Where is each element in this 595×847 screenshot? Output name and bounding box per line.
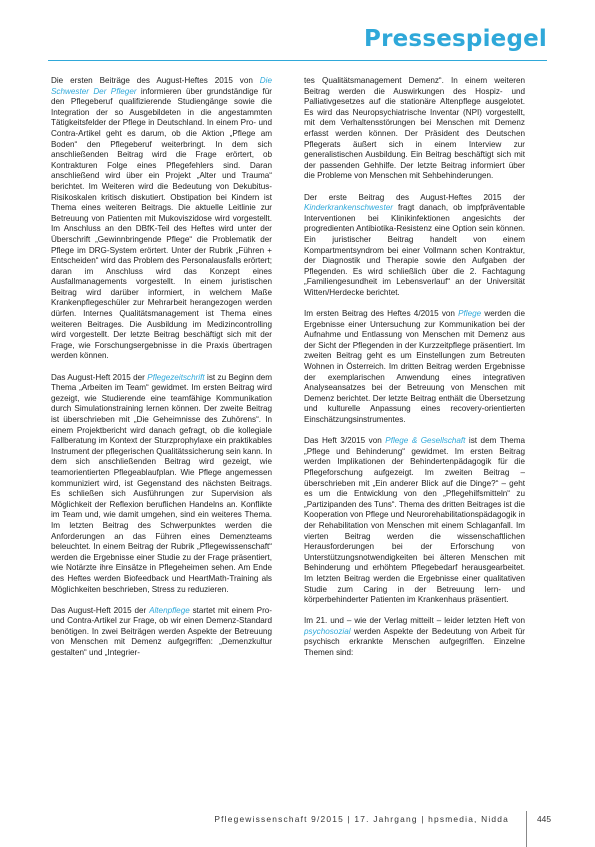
paragraph: Im 21. und – wie der Verlag mitteilt – leider letzten Heft von psychosozial werden Aspekte der Bedeutung von Arbeit für psychisch erkrankte Menschen aufgegriffen. Einzelne Themen sind: xyxy=(304,616,525,658)
header-rule xyxy=(48,60,547,61)
paragraph: Das August-Heft 2015 der Altenpflege startet mit einem Pro- und Contra-Artikel zur Frage, ob wir einen Demenz-Standard benötigen. In zwei Beiträgen werden Aspekte der Betreuung von Menschen mit Demenz aufgegriffen: „Demenzkultur gestalten“ und „Integrier- xyxy=(51,605,272,658)
paragraph: Der erste Beitrag des August-Heftes 2015 der Kinderkrankenschwester fragt danach, ob impfpräventable Interventionen bei Klinikinfektionen angesichts der progredienten Antibiotika-Resistenz eine Option sein können. Ein juristischer Beitrag handelt von einem Kompartmentsyndrom bei einer Vollmann schen Kontraktur, der Diagnostik und Therapie sowie den Aufgaben der Pflegenden. Es wird schließlich über die 2. Fachtagung „Familiengesundheit im Lebensverlauf“ an der Universität Witten/Herdecke berichtet. xyxy=(304,192,525,297)
right-column xyxy=(304,76,525,669)
publication-name: psychosozial xyxy=(304,626,351,636)
left-column xyxy=(51,76,272,669)
paragraph: Im ersten Beitrag des Heftes 4/2015 von Pflege werden die Ergebnisse einer Untersuchung zur Kommunikation bei der Aufnahme und Entlassung von Menschen mit Demenz aus der Sicht der Pflegenden in der Kurzzeitpflege präsentiert. Im zweiten Beitrag geht es um Einstellungen zum Betreuten Wohnen in Österreich. Im dritten Beitrag werden Ergebnisse der exemplarischen Anwendung eines integrativen Analyseansatzes bei der Betreuung von Menschen mit Demenz berichtet. Der letzte Beitrag enthält die Übersetzung und kulturelle Anpassung eines recovery-orientierten Einschätzungsinstrumentes. xyxy=(304,309,525,424)
publication-name: Die Schwester Der Pfleger xyxy=(51,76,272,96)
publication-name: Kinderkrankenschwester xyxy=(304,203,393,213)
paragraph: Das August-Heft 2015 der Pflegezeitschrift ist zu Beginn dem Thema „Arbeiten im Team“ gewidmet. Im ersten Beitrag wird gezeigt, wie Studierende eine teamfähige Kommunikation durch Simulationstraining lernen können. Der zweite Beitrag ist überschrieben mit „Die Geheimnisse des Zuhörens“. In einem Projektbericht wird danach gefragt, ob die kollegiale Fallberatung im Kontext der Sturzprophylaxe ein praktikables Instrument der pflegerischen Qualitätssicherung sein kann. In dem sich anschließenden Beitrag wird gezeigt, wie teamorientierten Pflegeablaufplan. Wie Pflege angemessen kommuniziert wird, ist Gegenstand des nächsten Beitrags. Es schließen sich Ausführungen zur Supervision als Möglichkeit der Reflexion beruflichen Handelns an. Konflikte im Team und, wie damit umgehen, sind ein weiteres Thema. Im letzten Beitrag des Schwerpunktes werden die Anforderungen an das Führen eines Demenzteams beleuchtet. In einem Beitrag der Rubrik „Pflegewissenschaft“ werden die Ergebnisse einer Studie zu der Frage präsentiert, wie Notärzte ihre Einsätze in Pflegeheimen sehen. Am Ende des Heftes werden Biofeedback und HeartMath-Training als Möglichkeiten beschrieben, Stress zu reduzieren. xyxy=(51,372,273,594)
paragraph: tes Qualitätsmanagement Demenz“. In einem weiteren Beitrag werden die Auswirkungen des Hospiz- und Palliativgesetzes auf die stationäre Altenpflege ausgelotet. Es wird das Neuropsychiatrische Inventar (NPI) vorgestellt, mit dem Verhaltensstörungen bei Menschen mit Demenz erfasst werden können. Der Präsident des Deutschen Pflegerats äußert sich in einem Interview zur generalistischen Ausbildung. Ein Beitrag beschäftigt sich mit der passenden Gehhilfe. Der letzte Beitrag informiert über die Probleme von Menschen mit Sehbehinderungen. xyxy=(304,76,525,181)
publication-name: Pflegezeitschrift xyxy=(147,372,205,382)
page-number: 445 xyxy=(537,814,551,824)
footer-citation: Pflegewissenschaft 9/2015 | 17. Jahrgang | hpsmedia, Nidda xyxy=(214,814,509,824)
paragraph: Das Heft 3/2015 von Pflege & Gesellschaft ist dem Thema „Pflege und Behinderung“ gewidmet. Im ersten Beitrag werden Implikationen der Behindertenpädagogik für die Pflegeforschung aufgezeigt. Im zweiten Beitrag – überschrieben mit „Ein anderer Blick auf die Dinge?“ – geht es um die Entwicklung von den „Pflegehilfsmitteln“ zu „Partizipanden des Tuns“. Thema des dritten Beitrages ist die Kooperation von Pflege und Neurorehabilitationspädagogik in der Rehabilitation von Menschen mit einem Schlaganfall. Im vierten Beitrag werden die wissenschaftlichen Herausforderungen bei der Erforschung von Unterstützungsnotwendigkeiten bei älteren Menschen mit Behinderung und erhöhtem Pflegebedarf herausgearbeitet. Im letzten Beitrag werden die Ergebnisse einer qualitativen Studie zum Caring in der Betreuung lern- und körperbehinderter Patienten im Krankenhaus präsentiert. xyxy=(304,436,525,605)
publication-name: Pflege & Gesellschaft xyxy=(385,436,466,446)
page-footer xyxy=(0,814,595,830)
publication-name: Pflege xyxy=(458,309,482,319)
publication-name: Altenpflege xyxy=(149,605,190,615)
paragraph: Die ersten Beiträge des August-Heftes 2015 von Die Schwester Der Pfleger informieren über grundständige für den Pflegeberuf qualifizierende Studiengänge sowie die Integration der so Ausgebildeten in die angestammten Tätigkeitsfelder der Pflege in Deutschland. In einem Pro- und Contra-Artikel geht es darum, ob die Aktion „Pflege am Boden“ den Pflegeberuf weiterbringt. In dem sich anschließenden Beitrag wird die Frage erörtert, ob Kontrakturen Folge eines Pflegefehlers sind. Daran anschließend wird über ein Projekt „Alter und Trauma“ berichtet. Im Weiteren wird die Bedeutung von Dekubitus-Risikoskalen kritisch diskutiert. Obstipation bei Kindern ist Thema eines weiteren Beitrags. Die aktuelle Leitlinie zur Betreuung von Patienten mit Mukoviszidose wird vorgestellt. Im Anschluss an den DBfK-Teil des Heftes wird unter der Überschrift „Gewinnbringende Pflege“ die Problematik der Pflege im DRG-System erörtert. Unter der Rubrik „Führen + Entscheiden“ wird das Problem des Personalausfalls erörtert; daran im Anschluss wird das Konzept eines Ausfallmanagements vorgestellt. In einem juristischen Beitrag wird darüber informiert, in welchem Maße Krankenpflegeschüler zur Mehrarbeit herangezogen werden dürfen. Internes Qualitätsmanagement ist Thema eines weiteren Beitrages. Die Ausbildung im Medizincontrolling wird vorgestellt. Der letzte Beitrag beschäftigt sich mit der Frage, wie Forschungsergebnisse in die Praxis übertragen werden können. xyxy=(51,76,272,361)
page-title: Pressespiegel xyxy=(364,26,547,52)
